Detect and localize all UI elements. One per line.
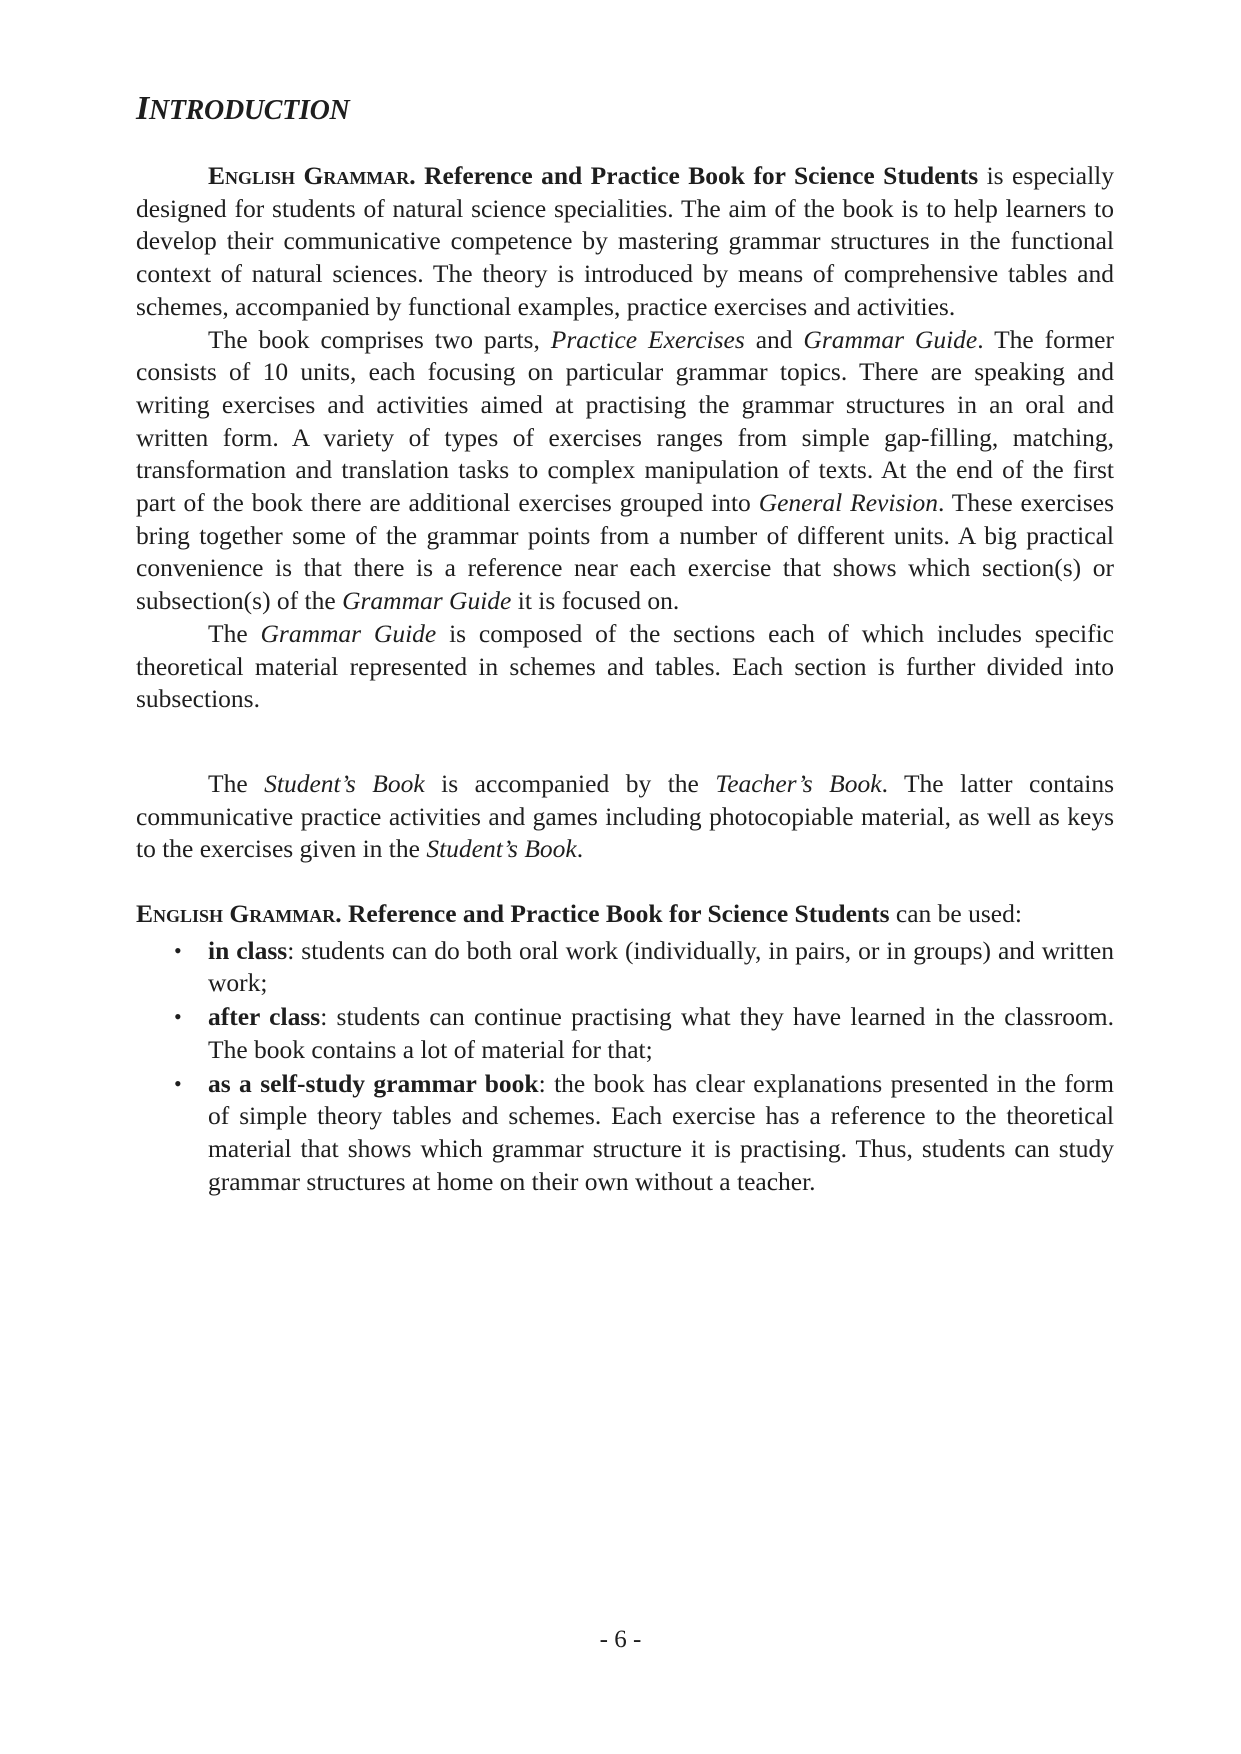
book-name-smallcaps: English Grammar xyxy=(136,899,336,929)
paragraph-text: is especially designed for students of natural science specialities. The aim of the book is to help learners to develop their communicative competence by mastering grammar structures in the functional context of natural sciences. The theory is introduced by means of comprehensive tables and schemes, accompanied by functional examples, practice exercises and activities. xyxy=(136,161,1114,321)
text-run: . The former consists of 10 units, each focusing on particular grammar topics. There are speaking and writing exercises and activities aimed at practising the grammar structures in an oral and written form. A variety of types of exercises ranges from simple gap-filling, matching, transformation and translation tasks to complex manipulation of texts. At the end of the first part of the book there are additional exercises grouped into xyxy=(136,324,1114,518)
spacer xyxy=(136,866,1114,898)
bullet-icon: • xyxy=(174,1004,182,1030)
paragraph-text: can be used: xyxy=(889,899,1022,929)
list-item-term: as a self-study grammar book xyxy=(208,1068,539,1098)
text-run: is accompanied by the xyxy=(424,768,716,798)
book-name xyxy=(208,161,978,190)
text-run: . xyxy=(576,834,584,864)
text-run: The book comprises two parts, xyxy=(208,324,551,354)
emphasis-grammar-guide: Grammar Guide xyxy=(342,586,512,616)
emphasis-practice-exercises: Practice Exercises xyxy=(550,324,745,354)
text-run: it is focused on. xyxy=(511,586,680,616)
text-run: The xyxy=(208,768,265,798)
list-item-term: after class xyxy=(208,1002,321,1032)
emphasis-general-revision: General Revision xyxy=(758,488,938,518)
text-run: . These exercises bring together some of the grammar points from a number of different units. A big practical convenience is that there is a reference near each exercise that shows which section(s) or subsection(s) of the xyxy=(136,488,1114,616)
text-run: is composed of the sections each of which includes specific theoretical material represented in schemes and tables. Each section is further divided into subsections. xyxy=(136,618,1114,714)
book-name-rest: . Reference and Practice Book for Science Students xyxy=(335,899,890,929)
emphasis-grammar-guide: Grammar Guide xyxy=(260,618,437,648)
list-item xyxy=(174,935,1114,1000)
text-run: The xyxy=(208,618,261,648)
emphasis-students-book: Student’s Book xyxy=(426,834,577,864)
text-run: . The latter contains communicative practice activities and games including photocopiable material, as well as keys to the exercises given in the xyxy=(136,768,1114,864)
page-title xyxy=(136,92,1114,128)
title-first-letter: I xyxy=(136,90,149,127)
list-item-text: : students can continue practising what they have learned in the classroom. The book contains a lot of material for that; xyxy=(208,1002,1114,1064)
text-run: and xyxy=(744,324,804,354)
bullet-icon: • xyxy=(174,937,182,963)
book-name-rest: . Reference and Practice Book for Science Students xyxy=(409,161,979,190)
intro-paragraph-4 xyxy=(136,768,1114,866)
intro-paragraph-2 xyxy=(136,324,1114,618)
list-item xyxy=(174,1068,1114,1199)
usage-intro-paragraph xyxy=(136,898,1114,931)
title-rest: NTRODUCTION xyxy=(148,95,350,126)
list-item-text: : students can do both oral work (individually, in pairs, or in groups) and written work; xyxy=(208,935,1114,998)
spacer xyxy=(136,716,1114,768)
list-item xyxy=(174,1001,1114,1066)
emphasis-teachers-book: Teacher’s Book xyxy=(715,768,882,798)
page-number: - 6 - xyxy=(599,1626,642,1653)
book-name xyxy=(136,899,890,928)
book-name-smallcaps: English Grammar xyxy=(208,161,410,190)
intro-paragraph-1 xyxy=(136,160,1114,324)
page-body xyxy=(136,92,1114,1199)
list-item-term: in class xyxy=(208,935,288,965)
bullet-icon: • xyxy=(174,1070,182,1096)
emphasis-grammar-guide: Grammar Guide xyxy=(803,324,978,354)
usage-list xyxy=(136,935,1114,1199)
emphasis-students-book: Student’s Book xyxy=(264,768,425,798)
list-item-text: : the book has clear explanations presented in the form of simple theory tables and schemes. Each exercise has a reference to the theoretical material that shows which grammar structure it is practising. Thus, students can study grammar structures at home on their own without a teacher. xyxy=(208,1068,1114,1196)
intro-paragraph-3 xyxy=(136,618,1114,716)
